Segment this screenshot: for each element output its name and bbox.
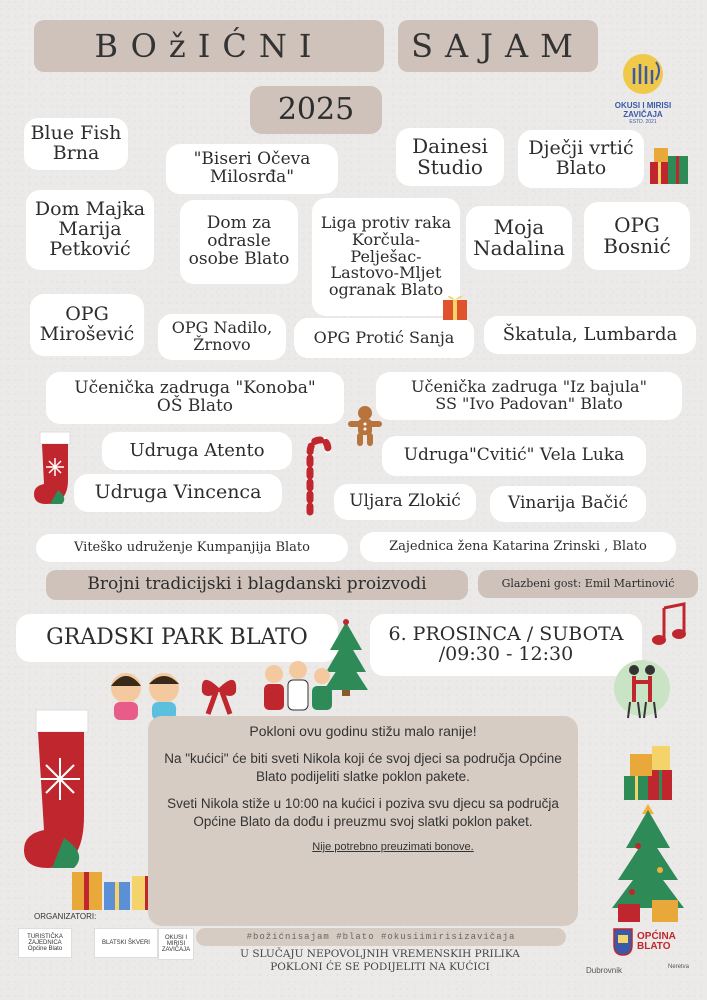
date-line: 6. PROSINCA / SUBOTA [388, 623, 624, 646]
exhibitor-dom-za-odrasle: Dom za odrasle osobe Blato [180, 200, 298, 284]
organizer-logo-skveri: BLATSKI ŠKVERI [94, 928, 158, 958]
title-year: 2025 [250, 86, 382, 134]
children-icon [106, 664, 188, 720]
exhibitor-dainesi: Dainesi Studio [396, 128, 504, 186]
gift-info-box [148, 716, 578, 926]
organizer-logo-okusi: OKUSI I MIRISI ZAVIČAJA [158, 928, 194, 960]
location-pill: GRADSKI PARK BLATO [16, 614, 338, 662]
weather-note-line1: U SLUČAJU NEPOVOLJNIH VREMENSKIH PRILIKA [240, 948, 520, 960]
family-icon [256, 656, 340, 716]
exhibitor-skatula: Škatula, Lumbarda [484, 316, 696, 354]
exhibitor-uz-konoba: Učenička zadruga "Konoba" OŠ Blato [46, 372, 344, 424]
time-line: /09:30 - 12:30 [438, 643, 574, 665]
exhibitor-moja-nadalina: Moja Nadalina [466, 206, 572, 270]
exhibitor-udruga-atento: Udruga Atento [102, 432, 292, 470]
candy-cane-icon [300, 436, 332, 516]
brand-emblem-icon [612, 50, 674, 98]
brand-logo-line2: ZAVIČAJA [623, 109, 663, 119]
municipality-crest-icon [612, 927, 634, 957]
gingerbread-icon [346, 404, 384, 448]
hashtags-bar: #božićnisajam #blato #okusiimirisizavičaja [196, 928, 566, 946]
stocking-small-icon [28, 428, 80, 512]
exhibitor-uljara-zlokic: Uljara Zlokić [334, 484, 476, 520]
exhibitor-udruga-vincenca: Udruga Vincenca [74, 474, 282, 512]
products-banner: Brojni tradicijski i blagdanski proizvodi [46, 570, 468, 600]
exhibitor-biseri: "Biseri Očeva Milosrđa" [166, 144, 338, 194]
exhibitor-vinarija-bacic: Vinarija Bačić [490, 486, 646, 522]
note-no-vouchers: Nije potrebno preuzimati bonove. [312, 841, 474, 854]
exhibitor-djecji-vrtic: Dječji vrtić Blato [518, 130, 644, 188]
weather-note-line2: POKLONI ĆE SE PODIJELITI NA KUĆICI [270, 961, 490, 974]
exhibitor-kumpanjija: Viteško udruženje Kumpanjija Blato [36, 534, 348, 562]
title-word-sajam: SAJAM [398, 20, 598, 72]
exhibitor-opg-bosnic: OPG Bosnić [584, 202, 690, 270]
gift-box-icon [440, 290, 470, 322]
brand-logo-line3: ESTD. 2021 [629, 118, 657, 125]
exhibitor-blue-fish: Blue Fish Brna [24, 118, 128, 170]
weather-note [200, 948, 560, 974]
organizer-logo-tz: TURISTIČKA ZAJEDNICA Općine Blato [18, 928, 72, 958]
sponsor-logo-dubrovnik: Dubrovnik [586, 966, 623, 975]
christmas-tree-large-icon [608, 800, 688, 924]
exhibitor-zajednica-zena: Zajednica žena Katarina Zrinski , Blato [360, 532, 676, 562]
brand-logo-line1: OKUSI I MIRISI [614, 101, 672, 110]
note-headline: Pokloni ovu godinu stižu malo ranije! [249, 723, 477, 739]
note-paragraph-1: Na "kućici" će biti sveti Nikola koji će svoj djeci sa područja Općine Blato podijeliti slatke poklon pakete. [164, 751, 562, 784]
music-guest-banner: Glazbeni gost: Emil Martinović [478, 570, 698, 598]
gift-stack-icon [646, 142, 692, 188]
municipality-logo [612, 922, 686, 962]
exhibitor-opg-nadilo: OPG Nadilo, Žrnovo [158, 314, 286, 360]
sponsor-logo-neretva: Neretva [668, 964, 690, 970]
dancers-icon [612, 654, 672, 724]
exhibitor-liga: Liga protiv raka Korčula- Pelješac- Lastovo-Mljet ogranak Blato [312, 198, 460, 316]
exhibitor-opg-protic: OPG Protić Sanja [294, 318, 474, 358]
exhibitor-udruga-cvitic: Udruga"Cvitić" Vela Luka [382, 436, 646, 476]
organizers-label: ORGANIZATORI: [34, 912, 97, 921]
music-note-icon [650, 600, 690, 650]
bow-icon [196, 670, 242, 716]
exhibitor-dom-majka: Dom Majka Marija Petković [26, 190, 154, 270]
exhibitor-opg-mirosevic: OPG Mirošević [30, 294, 144, 356]
title-word-bozicni: BOžIĆNI [34, 20, 384, 72]
note-paragraph-2: Sveti Nikola stiže u 10:00 na kućici i poziva svu djecu sa područja Općine Blato da dođu i preuzmu svoj slatki poklon paket. [167, 796, 559, 829]
date-pill [370, 614, 642, 676]
exhibitor-uz-iz-bajula: Učenička zadruga "Iz bajula" SS "Ivo Padovan" Blato [376, 372, 682, 420]
gift-stack-large-icon [620, 740, 676, 804]
municipality-line1: OPĆINA [637, 930, 676, 942]
okusi-mirisi-logo [612, 50, 674, 126]
municipality-line2: BLATO [637, 941, 671, 952]
